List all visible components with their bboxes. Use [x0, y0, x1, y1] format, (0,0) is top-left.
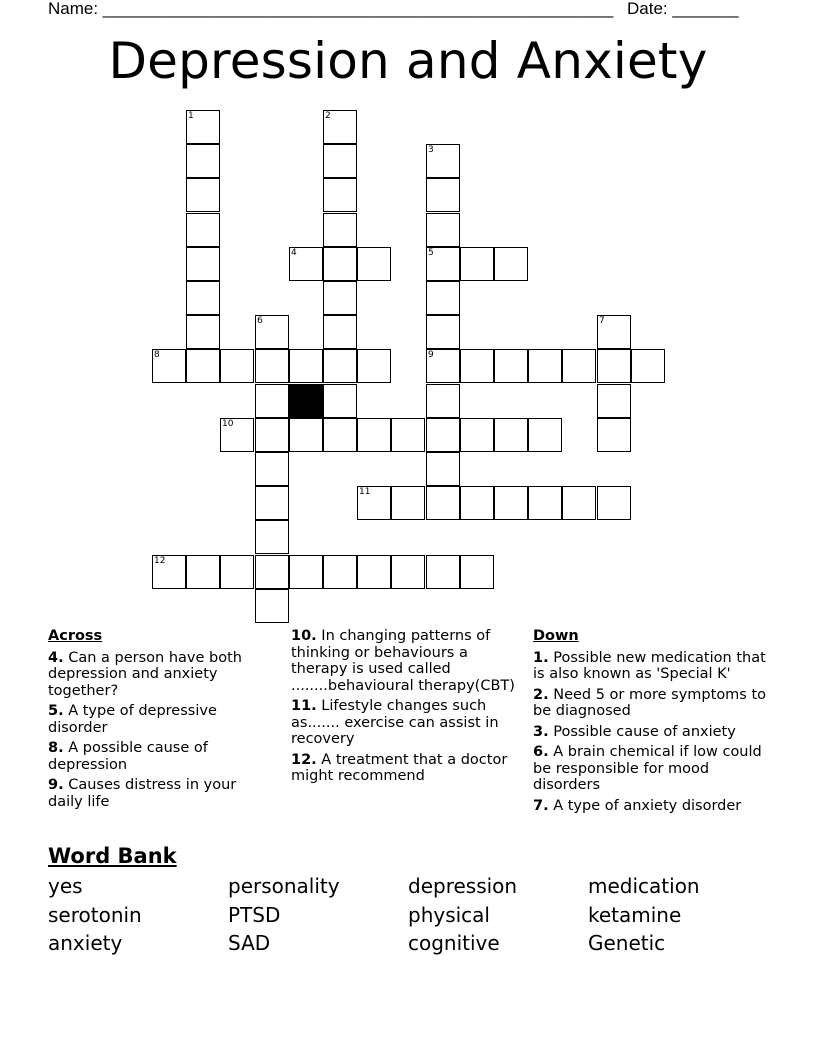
- across-clues-col1: [48, 628, 273, 814]
- grid-cell[interactable]: [220, 555, 254, 589]
- down-heading: Down: [533, 628, 579, 644]
- clue-number: 10: [222, 419, 234, 429]
- grid-cell[interactable]: [186, 555, 220, 589]
- grid-cell[interactable]: [597, 315, 631, 349]
- grid-cell[interactable]: [528, 349, 562, 383]
- word-bank-item: cognitive: [408, 931, 500, 955]
- grid-cell[interactable]: [494, 349, 528, 383]
- grid-cell[interactable]: [357, 486, 391, 520]
- word-bank-item: SAD: [228, 931, 271, 955]
- grid-cell[interactable]: [186, 315, 220, 349]
- word-bank-item: medication: [588, 874, 700, 898]
- clue-number: 9: [428, 350, 434, 360]
- grid-cell[interactable]: [597, 349, 631, 383]
- grid-cell[interactable]: [426, 486, 460, 520]
- across-heading: Across: [48, 628, 103, 644]
- grid-cell[interactable]: [494, 247, 528, 281]
- grid-cell[interactable]: [528, 486, 562, 520]
- clue-number: 11: [359, 487, 371, 497]
- clue-number: 6: [257, 316, 263, 326]
- grid-cell[interactable]: [186, 281, 220, 315]
- word-bank-item: anxiety: [48, 931, 123, 955]
- grid-cell[interactable]: [255, 555, 289, 589]
- down-clues: [533, 628, 773, 818]
- clue-number: 5: [428, 248, 434, 258]
- grid-cell[interactable]: [562, 349, 596, 383]
- clue-across-4: 4. Can a person have both depression and anxiety together?: [48, 649, 242, 699]
- grid-cell[interactable]: [323, 178, 357, 212]
- clue-number: 3: [428, 145, 434, 155]
- grid-cell[interactable]: [289, 349, 323, 383]
- grid-cell[interactable]: [460, 247, 494, 281]
- black-cell: [289, 384, 323, 418]
- word-bank-item: PTSD: [228, 903, 281, 927]
- clue-number: 4: [291, 248, 297, 258]
- clue-across-12: 12. A treatment that a doctor might recommend: [291, 751, 508, 784]
- grid-cell[interactable]: [220, 349, 254, 383]
- grid-cell[interactable]: [255, 520, 289, 554]
- word-bank-title: Word Bank: [48, 844, 177, 868]
- grid-cell[interactable]: [460, 555, 494, 589]
- grid-cell[interactable]: [323, 213, 357, 247]
- grid-cell[interactable]: [186, 144, 220, 178]
- grid-cell[interactable]: [255, 384, 289, 418]
- grid-cell[interactable]: [528, 418, 562, 452]
- grid-cell[interactable]: [357, 349, 391, 383]
- grid-cell[interactable]: [391, 418, 425, 452]
- date-field-label: Date: _______: [627, 0, 739, 18]
- clue-across-10: 10. In changing patterns of thinking or behaviours a therapy is used called ........behavioural therapy(CBT): [291, 628, 515, 694]
- clue-across-8: 8. A possible cause of depression: [48, 740, 208, 773]
- grid-cell[interactable]: [323, 281, 357, 315]
- grid-cell[interactable]: [391, 555, 425, 589]
- grid-cell[interactable]: [152, 555, 186, 589]
- grid-cell[interactable]: [426, 384, 460, 418]
- grid-cell[interactable]: [255, 452, 289, 486]
- grid-cell[interactable]: [323, 384, 357, 418]
- name-field-label: Name: ______________________________________________________: [48, 0, 614, 18]
- grid-cell[interactable]: [426, 555, 460, 589]
- grid-cell[interactable]: [597, 486, 631, 520]
- clue-across-5: 5. A type of depressive disorder: [48, 703, 217, 736]
- grid-cell[interactable]: [460, 349, 494, 383]
- word-bank-item: serotonin: [48, 903, 142, 927]
- grid-cell[interactable]: [357, 418, 391, 452]
- word-bank-item: Genetic: [588, 931, 666, 955]
- grid-cell[interactable]: [255, 589, 289, 623]
- clue-down-6: 6. A brain chemical if low could be responsible for mood disorders: [533, 744, 762, 793]
- word-bank-item: yes: [48, 874, 83, 898]
- clue-number: 12: [154, 556, 166, 566]
- grid-cell[interactable]: [426, 349, 460, 383]
- grid-cell[interactable]: [289, 555, 323, 589]
- grid-cell[interactable]: [152, 349, 186, 383]
- grid-cell[interactable]: [186, 349, 220, 383]
- word-bank-item: personality: [228, 874, 340, 898]
- clue-across-9: 9. Causes distress in your daily life: [48, 777, 237, 810]
- grid-cell[interactable]: [494, 418, 528, 452]
- grid-cell[interactable]: [289, 247, 323, 281]
- grid-cell[interactable]: [186, 110, 220, 144]
- grid-cell[interactable]: [323, 418, 357, 452]
- grid-cell[interactable]: [186, 178, 220, 212]
- grid-cell[interactable]: [357, 555, 391, 589]
- grid-cell[interactable]: [426, 247, 460, 281]
- grid-cell[interactable]: [562, 486, 596, 520]
- grid-cell[interactable]: [323, 110, 357, 144]
- clue-number: 7: [599, 316, 605, 326]
- grid-cell[interactable]: [426, 213, 460, 247]
- grid-cell[interactable]: [426, 315, 460, 349]
- grid-cell[interactable]: [391, 486, 425, 520]
- clue-down-2: 2. Need 5 or more symptoms to be diagnosed: [533, 686, 767, 719]
- word-bank-item: physical: [408, 903, 490, 927]
- grid-cell[interactable]: [255, 486, 289, 520]
- grid-cell[interactable]: [426, 281, 460, 315]
- clue-across-11: 11. Lifestyle changes such as....... exercise can assist in recovery: [291, 698, 499, 747]
- page-title: Depression and Anxiety: [108, 32, 708, 90]
- clue-number: 1: [188, 111, 194, 121]
- grid-cell[interactable]: [494, 486, 528, 520]
- grid-cell[interactable]: [323, 144, 357, 178]
- grid-cell[interactable]: [323, 555, 357, 589]
- grid-cell[interactable]: [357, 247, 391, 281]
- grid-cell[interactable]: [186, 247, 220, 281]
- grid-cell[interactable]: [323, 247, 357, 281]
- grid-cell[interactable]: [426, 178, 460, 212]
- grid-cell[interactable]: [220, 418, 254, 452]
- grid-cell[interactable]: [323, 315, 357, 349]
- grid-cell[interactable]: [426, 452, 460, 486]
- across-clues-col2: [291, 628, 521, 789]
- grid-cell[interactable]: [460, 486, 494, 520]
- grid-cell[interactable]: [255, 349, 289, 383]
- word-bank-item: ketamine: [588, 903, 682, 927]
- grid-cell[interactable]: [255, 418, 289, 452]
- clue-down-1: 1. Possible new medication that is also known as 'Special K': [533, 649, 766, 682]
- grid-cell[interactable]: [186, 213, 220, 247]
- clue-number: 2: [325, 111, 331, 121]
- grid-cell[interactable]: [631, 349, 665, 383]
- grid-cell[interactable]: [323, 349, 357, 383]
- grid-cell[interactable]: [255, 315, 289, 349]
- grid-cell[interactable]: [597, 418, 631, 452]
- clue-down-7: 7. A type of anxiety disorder: [533, 797, 742, 814]
- clue-down-3: 3. Possible cause of anxiety: [533, 723, 736, 740]
- clue-number: 8: [154, 350, 160, 360]
- grid-cell[interactable]: [597, 384, 631, 418]
- grid-cell[interactable]: [426, 418, 460, 452]
- word-bank-item: depression: [408, 874, 518, 898]
- grid-cell[interactable]: [460, 418, 494, 452]
- grid-cell[interactable]: [426, 144, 460, 178]
- grid-cell[interactable]: [289, 418, 323, 452]
